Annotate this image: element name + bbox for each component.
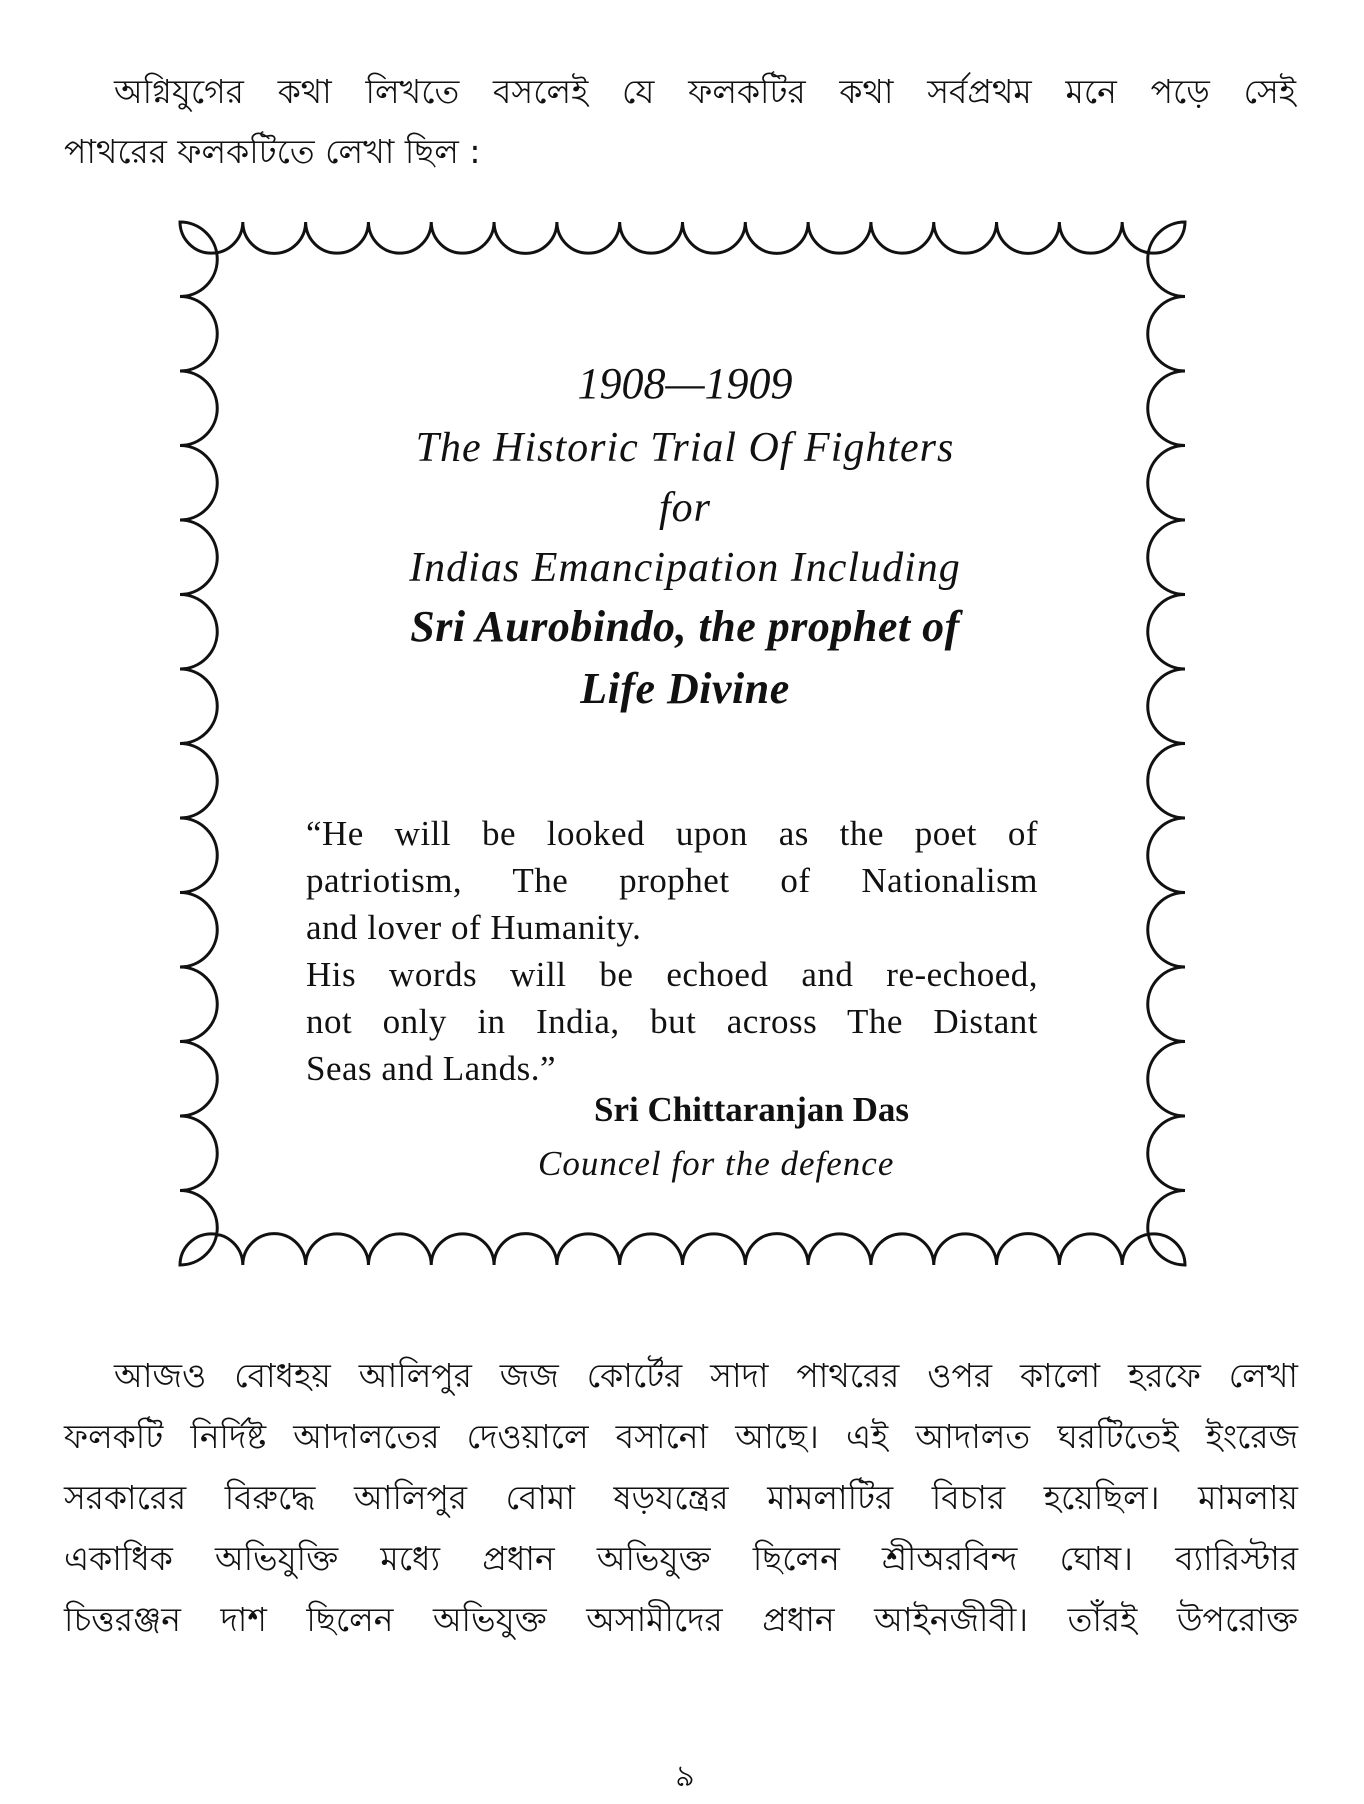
plaque-title [300,418,1070,598]
quote-line: “He will be looked upon as the poet of [306,814,1038,853]
plaque-highlight-line: Sri Aurobindo, the prophet of [410,602,960,651]
plaque-title-line: The Historic Trial Of Fighters [415,425,955,471]
plaque-highlight [300,596,1070,720]
plaque-title-line: for [658,485,711,531]
body-line: একাধিক অভিযুক্তি মধ্যে প্রধান অভিযুক্ত ছিলেন শ্রীঅরবিন্দ ঘোষ। ব্যারিস্টার [64,1539,1298,1578]
attribution-role: Councel for the defence [538,1144,895,1183]
quote-line: patriotism, The prophet of Nationalism [306,861,1038,900]
plaque-quote [306,810,1038,1092]
quote-line: His words will be echoed and re-echoed, [306,955,1038,994]
plaque-highlight-line: Life Divine [580,664,790,713]
quote-line: not only in India, but across The Distant [306,1002,1038,1041]
page-number: ৯ [675,1759,695,1794]
body-line: সরকারের বিরুদ্ধে আলিপুর বোমা ষড়যন্ত্রের মামলাটির বিচার হয়েছিল। মামলায় [64,1478,1298,1517]
plaque-title-line: Indias Emancipation Including [409,545,961,591]
plaque-years: 1908—1909 [577,359,793,408]
intro-line: অগ্নিযুগের কথা লিখতে বসলেই যে ফলকটির কথা সর্বপ্রথম মনে পড়ে সেই [114,72,1296,111]
attribution-name: Sri Chittaranjan Das [594,1090,910,1129]
intro-line: পাথরের ফলকটিতে লেখা ছিল : [64,132,481,171]
body-line: আজও বোধহয় আলিপুর জজ কোর্টের সাদা পাথরের ওপর কালো হরফে লেখা [114,1356,1298,1395]
body-paragraph [64,1345,1298,1650]
quote-line: and lover of Humanity. [306,908,642,947]
body-line: ফলকটি নির্দিষ্ট আদালতের দেওয়ালে বসানো আছে। এই আদালত ঘরটিতেই ইংরেজ [64,1417,1298,1456]
body-line: চিত্তরঞ্জন দাশ ছিলেন অভিযুক্ত অসামীদের প্রধান আইনজীবী। তাঁরই উপরোক্ত [64,1600,1298,1639]
quote-line: Seas and Lands.” [306,1049,557,1088]
